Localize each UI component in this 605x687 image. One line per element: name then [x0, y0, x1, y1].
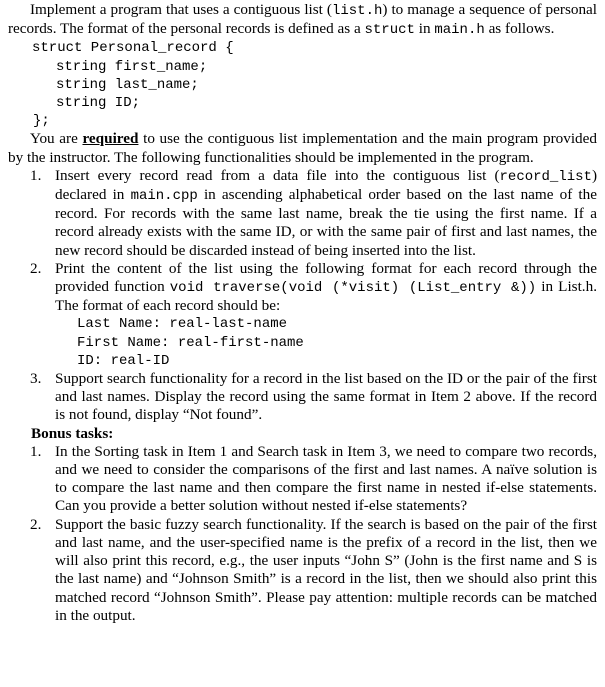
list-item-body: Support the basic fuzzy search functionality. If the search is based on the pair of the first and last name, and the user-specified name is the prefix of a record in the list, then we will also print this record, e.g., the user inputs “John S” (John is the first name and S is the last name) and “Johnson Smith” is a record in the list, then we should also print this matched record “Johnson Smith”. Please pay attention: multiple records can be matched in the output. — [55, 515, 597, 624]
list-item-body: Support search functionality for a record in the list based on the ID or the pair of the first and last names. Display the record using the same format in Item 2 above. If the record is not found, display “Not found”. — [55, 370, 597, 424]
item1-text-b: ) declared in — [55, 166, 597, 204]
list-item-number: 3. — [30, 370, 42, 388]
list-item-1 — [30, 167, 597, 260]
item2-text-b: in List.h. The format of each record should be: — [55, 278, 597, 315]
bonus-list — [8, 443, 597, 625]
requirement-paragraph — [8, 130, 597, 166]
item1-text-a: Insert every record read from a data file into the contiguous list ( — [55, 166, 500, 184]
format-line-id: ID: real-ID — [77, 352, 170, 369]
record-format-block — [8, 315, 597, 370]
bonus-item-1 — [30, 443, 597, 516]
struct-field-last-name: string last_name; — [56, 76, 199, 93]
list-item-number: 2. — [30, 259, 42, 277]
required-emphasis: required — [82, 130, 139, 148]
list-item-2 — [30, 260, 597, 316]
intro-paragraph — [8, 1, 597, 39]
functionality-list-continued — [8, 370, 597, 425]
struct-field-id: string ID; — [56, 95, 141, 112]
intro-text-c: in — [414, 20, 435, 38]
format-line-last-name: Last Name: real-last-name — [77, 316, 288, 333]
item1-code-main-cpp: main.cpp — [130, 188, 198, 205]
intro-text-d: as follows. — [484, 20, 555, 38]
item1-code-record-list: record_list — [499, 168, 592, 185]
requirement-text-a: You are — [30, 130, 83, 148]
format-line-first-name: First Name: real-first-name — [77, 334, 304, 351]
intro-code-list-h: list.h — [331, 3, 383, 19]
item2-code-traverse: void traverse(void (*visit) (List_entry &)) — [169, 280, 537, 297]
list-item-body: In the Sorting task in Item 1 and Search task in Item 3, we need to compare two records, and we need to consider the comparisons of the first and last names. A naïve solution is to compare the last name and then compare the first name in nested if-else statements. Can you provide a better solution without nested if-else statements? — [55, 442, 597, 515]
intro-code-struct: struct — [364, 22, 415, 39]
struct-field-first-name: string first_name; — [56, 58, 208, 75]
intro-code-main-h: main.h — [434, 22, 485, 39]
bonus-heading: Bonus tasks: — [31, 424, 114, 442]
list-item-body — [55, 260, 597, 316]
struct-close-line: }; — [33, 113, 50, 130]
bonus-item-2 — [30, 516, 597, 625]
struct-open-line: struct Personal_record { — [32, 40, 234, 57]
list-item-number: 1. — [30, 442, 42, 460]
list-item-number: 2. — [30, 515, 42, 533]
requirement-text-b: to use the contiguous list implementation and the main program provided by the instructor. The following functionalities should be implemented in the program. — [8, 130, 597, 166]
list-item-3 — [30, 370, 597, 425]
item2-text-a: Print the content of the list using the following format for each record through the provided function — [55, 259, 597, 296]
item1-text-c: in ascending alphabetical order based on the last name of the record. For records with the same last name, break the tie using the first name. If a record already exists with the same ID, or with the same pair of first and last names, the new record should be discarded instead of being inserted into the list. — [55, 186, 597, 259]
list-item-number: 1. — [30, 166, 42, 184]
functionality-list — [8, 167, 597, 316]
struct-code-block — [8, 39, 597, 130]
intro-text-b: ) to manage a sequence of personal records. The format of the personal records is defined as a — [8, 1, 598, 38]
intro-text-a: Implement a program that uses a contiguous list ( — [30, 1, 332, 18]
list-item-body — [55, 167, 597, 260]
